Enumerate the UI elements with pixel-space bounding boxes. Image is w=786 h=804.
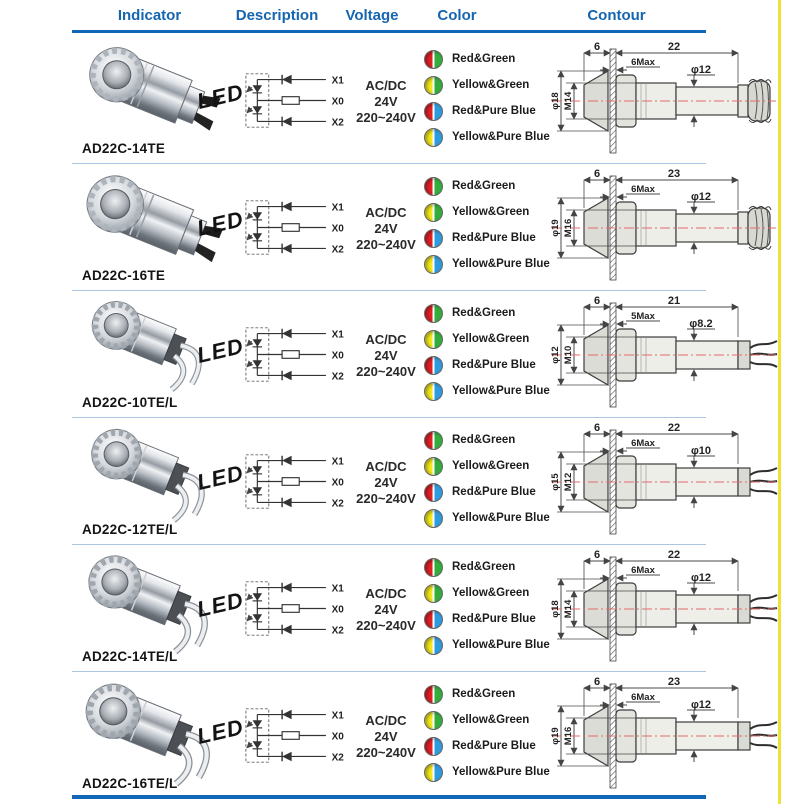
dim-shaft: φ12	[690, 572, 712, 584]
color-option	[424, 759, 550, 785]
bicolor-led-icon	[424, 203, 443, 222]
color-label: Red&Green	[452, 688, 516, 700]
product-row	[0, 291, 786, 418]
product-row	[0, 37, 786, 164]
color-label: Yellow&Pure Blue	[452, 131, 550, 143]
dim-body: 21	[667, 295, 681, 307]
bicolor-led-icon	[424, 685, 443, 704]
terminal-label: X0	[331, 223, 344, 235]
dim-body: 22	[667, 41, 681, 53]
model-label: AD22C-14TE/L	[82, 649, 178, 664]
bicolor-led-icon	[424, 636, 443, 655]
voltage-line: 24V	[374, 220, 398, 236]
terminal-label: X1	[331, 583, 344, 595]
voltage-line: 220~240V	[356, 109, 416, 125]
model-label: AD22C-16TE	[82, 268, 166, 283]
voltage-line: 220~240V	[356, 363, 416, 379]
dim-shaft: φ12	[690, 191, 712, 203]
dim-front: 6	[593, 168, 601, 180]
voltage-line: 24V	[374, 474, 398, 490]
column-header-voltage: Voltage	[345, 7, 399, 24]
color-option	[424, 427, 550, 453]
color-option	[424, 199, 550, 225]
terminal-label: X0	[331, 477, 344, 489]
color-option	[424, 352, 550, 378]
model-label: AD22C-16TE/L	[82, 776, 178, 791]
voltage-line: 220~240V	[356, 744, 416, 760]
dim-thread: M12	[563, 472, 574, 492]
dim-panel: 6Max	[631, 565, 655, 576]
terminal-label: X0	[331, 731, 344, 743]
color-option	[424, 606, 550, 632]
color-label: Yellow&Pure Blue	[452, 766, 550, 778]
bicolor-led-icon	[424, 763, 443, 782]
led-label: LED	[194, 587, 247, 622]
dim-body: 22	[667, 422, 681, 434]
bicolor-led-icon	[424, 330, 443, 349]
color-label: Red&Pure Blue	[452, 740, 536, 752]
dim-panel: 5Max	[631, 311, 655, 322]
dim-thread: M16	[563, 726, 574, 746]
color-label: Yellow&Green	[452, 587, 530, 599]
color-options	[424, 173, 550, 277]
column-header-contour: Contour	[587, 7, 646, 24]
voltage-value	[340, 332, 432, 380]
dim-head: φ19	[550, 219, 561, 237]
color-option	[424, 632, 550, 658]
color-option	[424, 173, 550, 199]
led-circuit-diagram	[244, 451, 344, 512]
dim-panel: 6Max	[631, 438, 655, 449]
contour-drawing	[550, 164, 778, 291]
bicolor-led-icon	[424, 382, 443, 401]
contour-drawing	[550, 672, 778, 799]
led-label: LED	[194, 333, 247, 368]
led-circuit-diagram	[244, 578, 344, 639]
voltage-line: 24V	[374, 347, 398, 363]
color-label: Red&Pure Blue	[452, 613, 536, 625]
product-row	[0, 545, 786, 672]
contour-drawing	[550, 291, 778, 418]
dim-shaft: φ12	[690, 64, 712, 76]
color-label: Yellow&Green	[452, 79, 530, 91]
dim-front: 6	[593, 422, 601, 434]
dim-head: φ15	[550, 473, 561, 491]
color-option	[424, 98, 550, 124]
bicolor-led-icon	[424, 558, 443, 577]
color-label: Red&Pure Blue	[452, 232, 536, 244]
product-row	[0, 164, 786, 291]
color-label: Yellow&Green	[452, 333, 530, 345]
led-circuit-diagram	[244, 70, 344, 131]
color-label: Yellow&Green	[452, 714, 530, 726]
color-option	[424, 681, 550, 707]
contour-drawing	[550, 418, 778, 545]
dim-body: 23	[667, 168, 681, 180]
color-options	[424, 554, 550, 658]
color-option	[424, 225, 550, 251]
voltage-value	[340, 205, 432, 253]
color-option	[424, 124, 550, 150]
dim-shaft: φ8.2	[689, 318, 713, 330]
terminal-label: X0	[331, 604, 344, 616]
dim-head: φ12	[550, 346, 561, 364]
contour-drawing	[550, 37, 778, 164]
led-circuit-diagram	[244, 324, 344, 385]
color-label: Yellow&Pure Blue	[452, 512, 550, 524]
bicolor-led-icon	[424, 304, 443, 323]
terminal-label: X0	[331, 96, 344, 108]
dim-body: 23	[667, 676, 681, 688]
color-option	[424, 251, 550, 277]
bicolor-led-icon	[424, 711, 443, 730]
led-label: LED	[194, 714, 247, 749]
table-header-row	[72, 7, 706, 24]
led-circuit-diagram	[244, 705, 344, 766]
color-label: Red&Green	[452, 307, 516, 319]
model-label: AD22C-14TE	[82, 141, 166, 156]
voltage-value	[340, 586, 432, 634]
terminal-label: X1	[331, 456, 344, 468]
header-rule	[72, 30, 706, 33]
color-label: Red&Pure Blue	[452, 359, 536, 371]
color-option	[424, 554, 550, 580]
bicolor-led-icon	[424, 431, 443, 450]
dim-body: 22	[667, 549, 681, 561]
dim-panel: 6Max	[631, 184, 655, 195]
voltage-line: 220~240V	[356, 236, 416, 252]
voltage-value	[340, 713, 432, 761]
terminal-label: X2	[331, 498, 344, 510]
color-label: Red&Green	[452, 53, 516, 65]
color-label: Yellow&Pure Blue	[452, 639, 550, 651]
dim-thread: M10	[563, 345, 574, 365]
voltage-line: AC/DC	[365, 78, 407, 93]
color-option	[424, 72, 550, 98]
color-label: Red&Pure Blue	[452, 105, 536, 117]
dim-panel: 6Max	[631, 57, 655, 68]
terminal-label: X2	[331, 371, 344, 383]
model-label: AD22C-10TE/L	[82, 395, 178, 410]
color-options	[424, 46, 550, 150]
led-label: LED	[194, 460, 247, 495]
color-label: Red&Green	[452, 561, 516, 573]
bicolor-led-icon	[424, 50, 443, 69]
bicolor-led-icon	[424, 483, 443, 502]
terminal-label: X2	[331, 752, 344, 764]
dim-shaft: φ12	[690, 699, 712, 711]
dim-front: 6	[593, 295, 601, 307]
voltage-line: 220~240V	[356, 490, 416, 506]
terminal-label: X0	[331, 350, 344, 362]
voltage-value	[340, 459, 432, 507]
dim-panel: 6Max	[631, 692, 655, 703]
color-label: Red&Pure Blue	[452, 486, 536, 498]
bicolor-led-icon	[424, 177, 443, 196]
voltage-line: 24V	[374, 601, 398, 617]
color-option	[424, 453, 550, 479]
color-options	[424, 427, 550, 531]
led-label: LED	[194, 206, 247, 241]
dim-thread: M14	[563, 599, 574, 619]
terminal-label: X2	[331, 244, 344, 256]
voltage-line: 24V	[374, 728, 398, 744]
bicolor-led-icon	[424, 128, 443, 147]
bicolor-led-icon	[424, 102, 443, 121]
voltage-line: 24V	[374, 93, 398, 109]
contour-drawing	[550, 545, 778, 672]
dim-front: 6	[593, 676, 601, 688]
bicolor-led-icon	[424, 457, 443, 476]
model-label: AD22C-12TE/L	[82, 522, 178, 537]
color-label: Yellow&Pure Blue	[452, 258, 550, 270]
dim-front: 6	[593, 41, 601, 53]
column-header-description: Description	[235, 7, 319, 24]
terminal-label: X1	[331, 75, 344, 87]
color-option	[424, 707, 550, 733]
voltage-line: AC/DC	[365, 586, 407, 601]
color-label: Yellow&Green	[452, 206, 530, 218]
bicolor-led-icon	[424, 610, 443, 629]
voltage-line: 220~240V	[356, 617, 416, 633]
dim-front: 6	[593, 549, 601, 561]
dim-head: φ18	[550, 600, 561, 618]
bicolor-led-icon	[424, 356, 443, 375]
color-option	[424, 378, 550, 404]
bicolor-led-icon	[424, 584, 443, 603]
color-options	[424, 681, 550, 785]
bicolor-led-icon	[424, 76, 443, 95]
dim-head: φ19	[550, 727, 561, 745]
terminal-label: X1	[331, 710, 344, 722]
voltage-line: AC/DC	[365, 459, 407, 474]
color-label: Yellow&Pure Blue	[452, 385, 550, 397]
bicolor-led-icon	[424, 229, 443, 248]
color-option	[424, 300, 550, 326]
color-label: Red&Green	[452, 180, 516, 192]
column-header-color: Color	[437, 7, 477, 24]
led-circuit-diagram	[244, 197, 344, 258]
bicolor-led-icon	[424, 737, 443, 756]
voltage-value	[340, 78, 432, 126]
color-option	[424, 326, 550, 352]
color-option	[424, 580, 550, 606]
color-option	[424, 733, 550, 759]
color-label: Yellow&Green	[452, 460, 530, 472]
terminal-label: X1	[331, 329, 344, 341]
color-label: Red&Green	[452, 434, 516, 446]
voltage-line: AC/DC	[365, 205, 407, 220]
product-row	[0, 672, 786, 799]
terminal-label: X2	[331, 625, 344, 637]
terminal-label: X1	[331, 202, 344, 214]
column-header-indicator: Indicator	[117, 7, 182, 24]
terminal-label: X2	[331, 117, 344, 129]
dim-head: φ18	[550, 92, 561, 110]
color-option	[424, 505, 550, 531]
color-option	[424, 46, 550, 72]
led-label: LED	[194, 79, 247, 114]
bicolor-led-icon	[424, 255, 443, 274]
catalog-table	[0, 37, 786, 799]
voltage-line: AC/DC	[365, 332, 407, 347]
voltage-line: AC/DC	[365, 713, 407, 728]
color-option	[424, 479, 550, 505]
product-row	[0, 418, 786, 545]
dim-thread: M16	[563, 218, 574, 238]
dim-shaft: φ10	[690, 445, 712, 457]
color-options	[424, 300, 550, 404]
bicolor-led-icon	[424, 509, 443, 528]
dim-thread: M14	[563, 91, 574, 111]
table-bottom-rule	[72, 795, 706, 799]
